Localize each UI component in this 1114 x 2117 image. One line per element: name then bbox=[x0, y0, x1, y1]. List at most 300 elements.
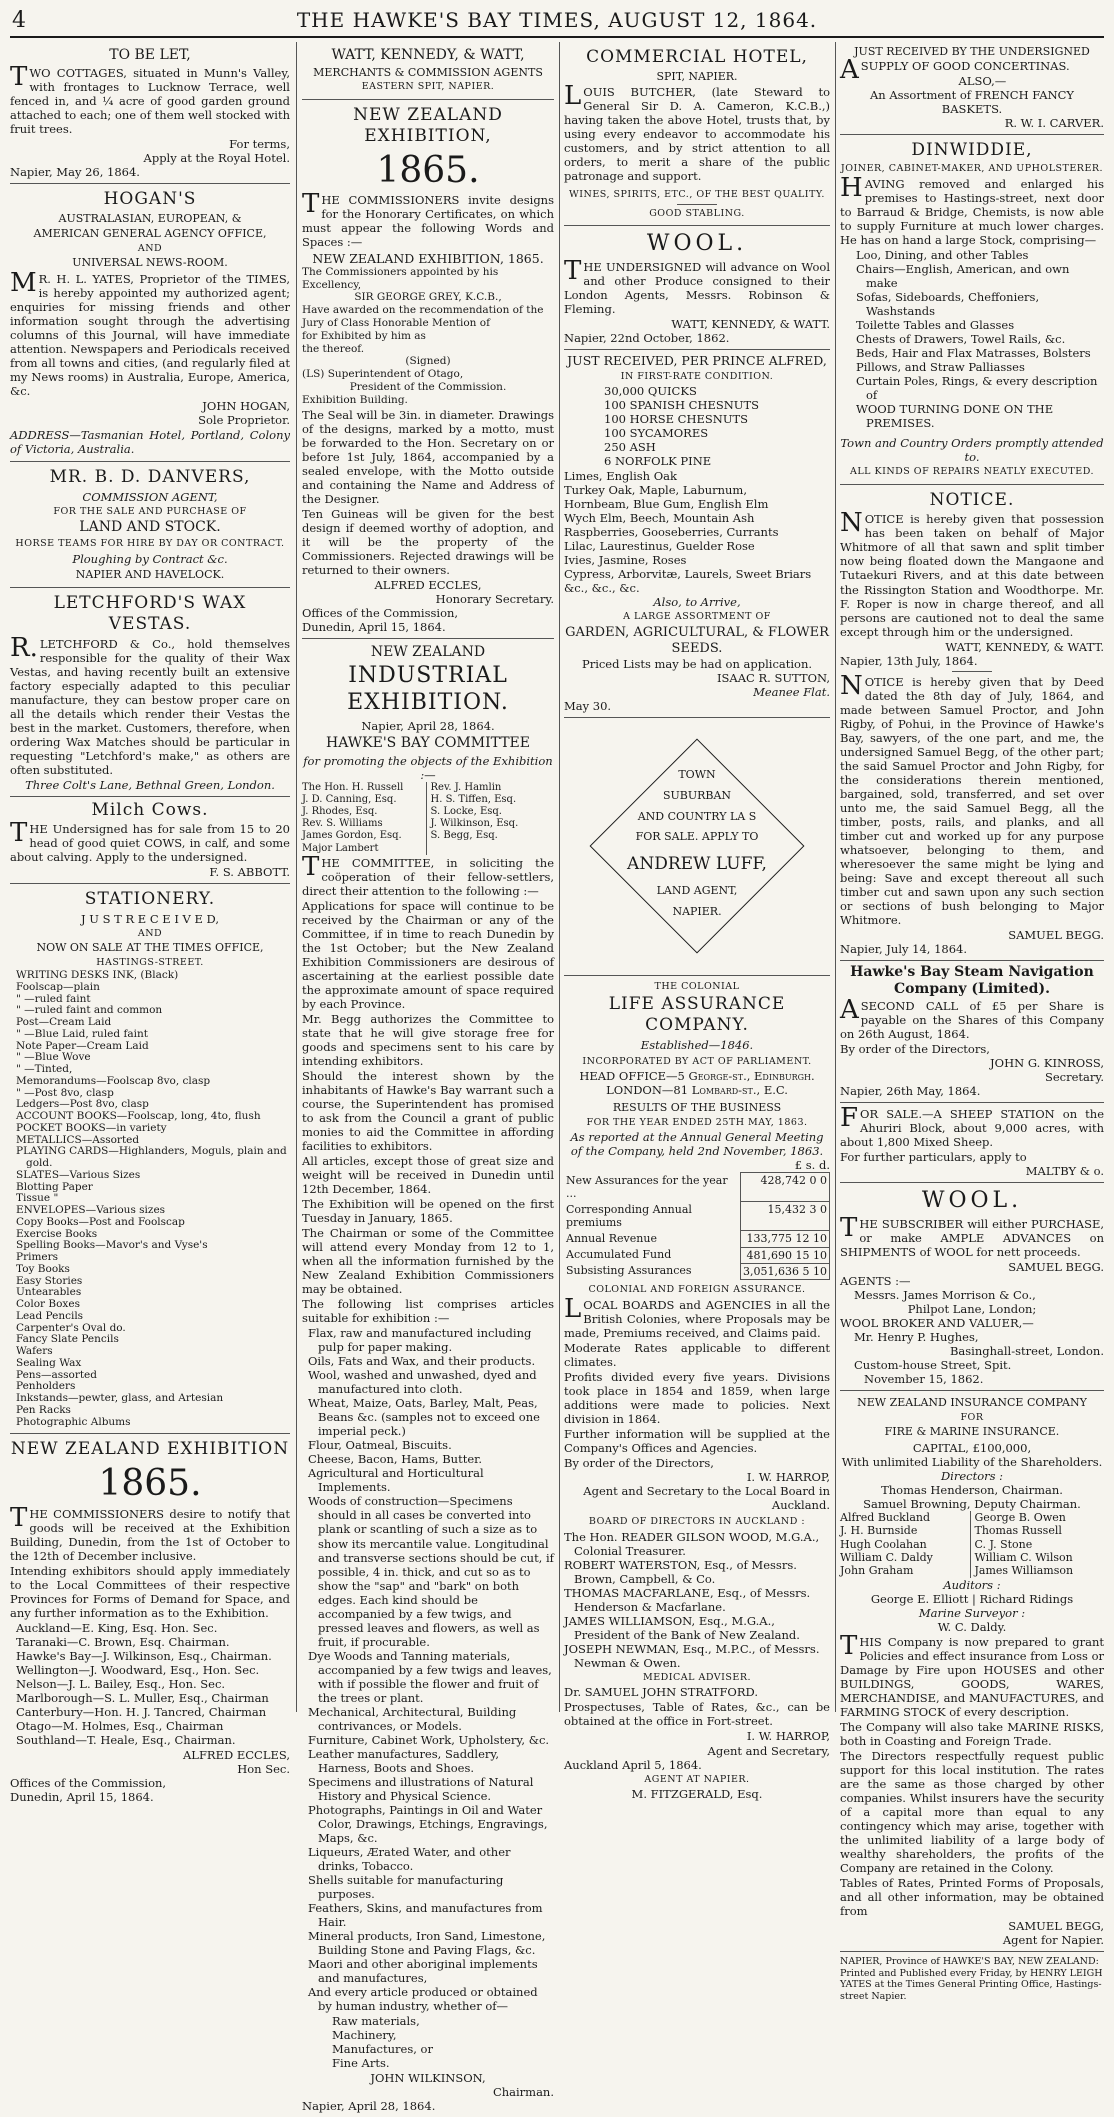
list-item: The Hon. READER GILSON WOOD, M.G.A., Colonial Treasurer. bbox=[564, 1529, 820, 1558]
column-rule bbox=[835, 42, 836, 1712]
ad-title: COMMERCIAL HOTEL, bbox=[586, 47, 808, 67]
ad-signature: JOHN G. KINROSS, bbox=[990, 1056, 1104, 1071]
ad-signature: ISAAC R. SUTTON, bbox=[717, 670, 830, 685]
ad-title: HOGAN'S bbox=[103, 189, 197, 210]
ad-year: 1865. bbox=[376, 149, 480, 191]
diamond-frame bbox=[564, 731, 830, 961]
ad-line: A LARGE ASSORTMENT OF bbox=[623, 611, 771, 623]
list-item: Photographs, Paintings in Oil and Water Color, Drawings, Etchings, Engravings, Maps, &c. bbox=[308, 1802, 548, 1845]
ad-subtitle: J U S T R E C E I V E D, bbox=[80, 911, 220, 926]
ad-body: The following list comprises articles suitable for exhibition :— bbox=[302, 1297, 554, 1326]
list-item: Flour, Oatmeal, Biscuits. bbox=[308, 1438, 452, 1453]
cert-line: (Signed) bbox=[405, 355, 451, 368]
list-item: Auckland—E. King, Esq. Hon. Sec. bbox=[16, 1621, 218, 1636]
row-amount: 15,432 3 0 bbox=[741, 1202, 830, 1231]
member: The Hon. H. Russell bbox=[302, 781, 404, 793]
ad-hogan bbox=[10, 184, 290, 462]
cert-line: President of the Commission. bbox=[349, 380, 507, 393]
member: S. Begg, Esq. bbox=[430, 830, 498, 842]
list-item: Untearables bbox=[16, 1286, 82, 1299]
ad-subtitle: NEW ZEALAND EXHIBITION, 1865. bbox=[312, 250, 544, 266]
ad-line: Offices of the Commission, bbox=[302, 605, 459, 620]
ad-pretitle: THE COLONIAL bbox=[654, 980, 740, 992]
list-item: " —ruled faint bbox=[16, 992, 91, 1005]
list-item: Feathers, Skins, and manufactures from Hair. bbox=[308, 1900, 543, 1929]
ad-body: Ten Guineas will be given for the best design if deemed worthy of adoption, and it will be the property of the Commissioners. Rejected drawings will be returned to their owners. bbox=[302, 506, 554, 577]
cert-line: Have awarded on the recommendation of the Jury of Class Honorable Mention of bbox=[302, 304, 544, 329]
ad-note: ALL KINDS OF REPAIRS NEATLY EXECUTED. bbox=[850, 466, 1094, 478]
list-item: 100 SYCAMORES bbox=[604, 426, 709, 441]
ad-line: By order of the Directors, bbox=[840, 1042, 990, 1057]
ad-line: HEAD OFFICE—5 George-st., Edinburgh. bbox=[579, 1069, 815, 1084]
ad-date: November 15, 1862. bbox=[864, 1372, 984, 1387]
ad-date: Napier, May 26, 1864. bbox=[10, 165, 140, 180]
list-item: Pens—assorted bbox=[16, 1368, 97, 1381]
ad-commercial-hotel bbox=[564, 42, 830, 226]
list-item: Mechanical, Architectural, Building contrivances, or Models. bbox=[308, 1704, 517, 1733]
luff-line: NAPIER. bbox=[672, 904, 722, 918]
director: John Graham bbox=[840, 1564, 914, 1578]
directors-list bbox=[564, 1530, 830, 1670]
ad-dinwiddie bbox=[840, 135, 1104, 484]
committee-members bbox=[302, 782, 554, 855]
ad-stationery bbox=[10, 884, 290, 1435]
ad-nz-insurance bbox=[840, 1391, 1104, 1952]
ad-subtitle: Established—1846. bbox=[640, 1037, 754, 1052]
ad-body: The Seal will be 3in. in diameter. Drawings of the designs, marked by a motto, must be forwarded to the Hon. Secretary on or before 1st July, 1864, accompanied by a sealed envelope, with the Motto outside and containing the Name and Address of the Designer. bbox=[302, 407, 554, 506]
list-item: Foolscap—plain bbox=[16, 980, 100, 993]
ad-nz-exhibition bbox=[10, 1434, 290, 1808]
ad-title: Milch Cows. bbox=[91, 799, 209, 820]
ad-carver bbox=[840, 42, 1104, 135]
ad-body: THE Undersigned has for sale from 15 to 20 head of good quiet COWS, in calf, and some about calving. Apply to the undersigned. bbox=[10, 817, 290, 864]
list-item: Lead Pencils bbox=[16, 1309, 84, 1322]
ad-subtitle: RESULTS OF THE BUSINESS bbox=[612, 1101, 782, 1115]
ad-date: May 30. bbox=[564, 698, 612, 713]
certificate-text bbox=[302, 266, 554, 407]
list-item: PLAYING CARDS—Highlanders, Moguls, plain and gold. bbox=[16, 1145, 287, 1170]
list-item: METALLICS—Assorted bbox=[16, 1133, 140, 1146]
list-item: " —ruled faint and common bbox=[16, 1004, 163, 1017]
ad-prince-alfred bbox=[564, 350, 830, 717]
ad-role: Sole Proprietor. bbox=[198, 412, 290, 427]
ad-letchford bbox=[10, 588, 290, 797]
ad-line: Marine Surveyor : bbox=[918, 1605, 1026, 1620]
ad-address: ADDRESS—Tasmanian Hotel, Portland, Colony of Victoria, Australia. bbox=[10, 427, 290, 456]
column-2 bbox=[302, 42, 554, 2114]
list-item: WOOD TURNING DONE ON THE PREMISES. bbox=[856, 402, 1054, 431]
ad-line: Auditors : bbox=[943, 1577, 1001, 1592]
ad-role: Agent and Secretary to the Local Board in Auckland. bbox=[583, 1484, 830, 1513]
cert-line: Exhibition Building. bbox=[302, 393, 408, 406]
ad-date: Dunedin, April 15, 1864. bbox=[10, 1790, 154, 1805]
directors-left bbox=[840, 1511, 970, 1578]
list-item: JAMES WILLIAMSON, Esq., M.G.A., President of the Bank of New Zealand. bbox=[564, 1613, 800, 1642]
ad-line: LONDON—81 Lombard-st., E.C. bbox=[606, 1083, 788, 1098]
ad-signature: ALFRED ECCLES, bbox=[183, 1748, 290, 1763]
ad-exhibition-designs bbox=[302, 100, 554, 639]
director: William C. Wilson bbox=[974, 1550, 1073, 1564]
ad-body: Intending exhibitors should apply immediately to the Local Committees of their respective Provinces for Forms of Demand for Space, and any further information as to the Exhibition. bbox=[10, 1564, 290, 1621]
list-item: Memorandums—Foolscap 8vo, clasp bbox=[16, 1074, 211, 1087]
list-item: Copy Books—Post and Foolscap bbox=[16, 1215, 185, 1228]
ad-body: All articles, except those of great size and weight will be received in Dunedin until 12th December, 1864. bbox=[302, 1154, 554, 1197]
ad-life-assurance bbox=[564, 976, 830, 1805]
row-amount: 133,775 12 10 bbox=[741, 1231, 830, 1247]
cert-line: The Commissioners appointed by his Excellency, bbox=[302, 265, 499, 291]
ad-line: GARDEN, AGRICULTURAL, & FLOWER SEEDS. bbox=[565, 624, 829, 656]
stationery-list bbox=[16, 970, 290, 1428]
ad-line: As reported at the Annual General Meeting of the Company, held 2nd November, 1863. bbox=[570, 1130, 824, 1159]
list-item: Flax, raw and manufactured including pulp for paper making. bbox=[308, 1326, 532, 1355]
ad-role: Secretary. bbox=[1044, 1070, 1104, 1085]
ad-body: TWO COTTAGES, situated in Munn's Valley, with frontages to Lucknow Terrace, well fenced in, and ¼ acre of good garden ground attached to each; one of them well stocked with fruit trees. bbox=[10, 62, 290, 137]
ad-title: JUST RECEIVED, PER PRINCE ALFRED, bbox=[567, 353, 827, 369]
list-item: ROBERT WATERSTON, Esq., of Messrs. Brown, Campbell, & Co. bbox=[564, 1557, 797, 1586]
ad-subtitle: LAND AND STOCK. bbox=[79, 519, 221, 536]
ad-notice bbox=[840, 485, 1104, 961]
ad-line: For further particulars, apply to bbox=[840, 1150, 1027, 1165]
ad-subtitle: UNIVERSAL NEWS-ROOM. bbox=[72, 256, 228, 270]
list-item: Fine Arts. bbox=[332, 2056, 390, 2071]
ad-body: Applications for space will continue to be received by the Chairman or any of the Committee, if in time to reach Dunedin by the 1st October; but the New Zealand Exhibition Commissioners are desirous of ascertaining at the earliest possible date the approximate amount of space required by each Province. bbox=[302, 898, 554, 1011]
ad-signature: F. S. ABBOTT. bbox=[209, 864, 290, 879]
ad-subtitle: AND bbox=[137, 242, 163, 254]
directors-right bbox=[970, 1511, 1105, 1578]
ad-danvers bbox=[10, 462, 290, 588]
ad-body: LOUIS BUTCHER, (late Steward to General Sir D. A. Cameron, K.C.B.,) having taken the above Hotel, trusts that, by using every endeavor to accommodate his customers, and by strict attention to all orders, to merit a share of the public patronage and support. bbox=[564, 81, 830, 184]
ad-industrial-exhibition bbox=[302, 639, 554, 2117]
ad-signature: WATT, KENNEDY, & WATT. bbox=[671, 317, 830, 332]
luff-name: ANDREW LUFF, bbox=[627, 854, 767, 875]
list-item: Exercise Books bbox=[16, 1227, 98, 1240]
list-item: ENVELOPES—Various sizes bbox=[16, 1204, 166, 1217]
ad-subtitle: JOINER, CABINET-MAKER, AND UPHOLSTERER. bbox=[840, 163, 1104, 175]
list-item: Ledgers—Post 8vo, clasp bbox=[16, 1098, 149, 1111]
list-item: " —Post 8vo, clasp bbox=[16, 1086, 114, 1099]
member: H. S. Tiffen, Esq. bbox=[430, 793, 517, 805]
list-item: Wheat, Maize, Oats, Barley, Malt, Peas, Beans &c. (samples not to exceed one imperial peck.) bbox=[308, 1396, 540, 1439]
ad-title: DINWIDDIE, bbox=[911, 140, 1033, 161]
ad-line: Thomas Henderson, Chairman. bbox=[881, 1482, 1063, 1497]
ad-date: Napier, 13th July, 1864. bbox=[840, 653, 978, 668]
ad-body: ASUPPLY OF GOOD CONCERTINAS. bbox=[840, 55, 1070, 86]
list-item: Leather manufactures, Saddlery, Harness, Boots and Shoes. bbox=[308, 1746, 500, 1775]
director: George B. Owen bbox=[974, 1510, 1066, 1524]
list-item: Toilette Tables and Glasses bbox=[856, 317, 1015, 332]
column-1 bbox=[10, 42, 290, 1805]
director: Thomas Russell bbox=[974, 1524, 1062, 1538]
ad-body: THIS Company is now prepared to grant Policies and effect insurance from Loss or Damage by Fire upon HOUSES and other BUILDINGS, GOODS, WARES, MERCHANDISE, and MANUFACTURES, and FARMING STOCK of every description. bbox=[840, 1630, 1104, 1719]
ad-year: 1865. bbox=[98, 1463, 202, 1505]
list-item: ACCOUNT BOOKS—Foolscap, long, 4to, flush bbox=[16, 1110, 261, 1123]
ad-body: HAVING removed and enlarged his premises to Hastings-street, next door to Barraud & Bridge, Chemists, is now able to supply Furniture at much lower charges. He has on hand a large Stock, comprising— bbox=[840, 172, 1104, 247]
list-item: Pen Racks bbox=[16, 1403, 71, 1416]
member: J. Wilkinson, Esq. bbox=[430, 818, 519, 830]
member: Rev. J. Hamlin bbox=[430, 781, 502, 793]
ad-subtitle: IN FIRST-RATE CONDITION. bbox=[620, 370, 774, 382]
ad-title: MR. B. D. DANVERS, bbox=[49, 466, 251, 487]
list-item: Manufactures, or bbox=[332, 2042, 433, 2057]
list-item: 100 HORSE CHESNUTS bbox=[604, 412, 749, 427]
list-item: Cheese, Bacon, Hams, Butter. bbox=[308, 1452, 483, 1467]
ad-body: The Directors respectfully request public support for this local institution. The rates are the same as those charged by other companies. Whilst insurers have the security of a capital more than equal to any contingency which may arise, together with the unlimited liability of a large body of wealthy shareholders, the profits of the Company are retained in the Colony. bbox=[840, 1748, 1104, 1876]
list-item: 6 NORFOLK PINE bbox=[604, 454, 712, 469]
list-item: WRITING DESKS INK, (Black) bbox=[16, 969, 179, 982]
ad-signature: SAMUEL BEGG. bbox=[1008, 1260, 1104, 1275]
ad-title: NEW ZEALAND bbox=[370, 643, 486, 660]
ad-address: Three Colt's Lane, Bethnal Green, London. bbox=[25, 777, 275, 792]
director: Hugh Coolahan bbox=[840, 1537, 927, 1551]
ad-subtitle: BOARD OF DIRECTORS IN AUCKLAND : bbox=[588, 1516, 806, 1528]
ad-signature: WATT, KENNEDY, & WATT. bbox=[945, 639, 1104, 654]
ad-title: STATIONERY. bbox=[84, 888, 216, 909]
director: C. J. Stone bbox=[974, 1537, 1033, 1551]
list-item: Agricultural and Horticultural Implements. bbox=[308, 1466, 484, 1495]
ad-role: Agent and Secretary, bbox=[707, 1743, 830, 1758]
ad-line: CAPITAL, £100,000, bbox=[912, 1440, 1032, 1455]
masthead-title: THE HAWKE'S BAY TIMES, AUGUST 12, 1864. bbox=[296, 8, 818, 32]
row-label: Corresponding Annual premiums bbox=[566, 1202, 692, 1230]
ad-body: Further information will be supplied at the Company's Offices and Agencies. bbox=[564, 1427, 830, 1456]
ad-role: Agent for Napier. bbox=[1002, 1933, 1104, 1948]
ad-subtitle: HASTINGS-STREET. bbox=[96, 956, 204, 968]
table-row bbox=[564, 1173, 830, 1202]
list-item: Fancy Slate Pencils bbox=[16, 1333, 119, 1346]
ad-body: NOTICE is hereby given that by Deed dated the 8th day of July, 1864, and made between Samuel Proctor, and John Rigby, of Pohui, in the Province of Hawke's Bay, sawyers, of the one part, and me, the undersigned Samuel Begg, of the other part; the said Samuel Proctor and John Rigby, for the considerations therein mentioned, bargained, sold, transferred, and set over unto me, the said Samuel Begg, all the timber, posts, rails, and planks, and all timber cut and worked up for any purpose whatsoever, belonging to them, and wheresoever the same might be lying and being: Save and except thereout all such timber cut and sawn upon any such section or sections of bush belonging to Major Whitmore. bbox=[840, 670, 1104, 927]
list-item: Machinery, bbox=[332, 2028, 397, 2043]
column-rule bbox=[559, 42, 560, 1712]
ad-line: Philpot Lane, London; bbox=[907, 1302, 1037, 1317]
ad-line: M. FITZGERALD, Esq. bbox=[631, 1787, 763, 1802]
director: J. H. Burnside bbox=[840, 1524, 918, 1538]
ad-title: Hawke's Bay Steam Navigation Company (Limited). bbox=[850, 963, 1094, 997]
ad-body: R.LETCHFORD & Co., hold themselves responsible for the quality of their Wax Vestas, and having recently built an extensive factory especially adapted to this peculiar manufacture, they can bestow proper care on all the details which render their Vestas the best in the market. Customers, therefore, when ordering Wax Matches should be particular in requesting "Letchford's make," as others are often substituted. bbox=[10, 632, 290, 777]
diamond-text bbox=[564, 765, 830, 923]
ad-title: WOOL. bbox=[646, 231, 748, 257]
ad-note: WINES, SPIRITS, ETC., OF THE BEST QUALITY. bbox=[569, 189, 825, 201]
luff-line: FOR SALE. APPLY TO bbox=[635, 830, 759, 844]
ad-line: WOOL BROKER AND VALUER,— bbox=[840, 1316, 1034, 1331]
director: James Williamson bbox=[974, 1564, 1074, 1578]
ad-body: THE COMMISSIONERS invite designs for the Honorary Certificates, on which must appear the following Words and Spaces :— bbox=[302, 189, 554, 250]
list-item: And every article produced or obtained by human industry, whether of— bbox=[308, 1985, 538, 2014]
list-item: Woods of construction—Specimens should in all cases be converted into plank or scantling of such a size as to show its mercantile value. Longitudinal and transverse sections should be cut, if possible, 4 in. thick, and cut so as to show the "sap" and "bark" on both edges. Each kind should be accompanied by a few twigs, and pressed leaves and flowers, as well as fruit, if procurable. bbox=[308, 1494, 554, 1649]
ad-subtitle: MERCHANTS & COMMISSION AGENTS bbox=[313, 66, 543, 80]
ad-date: Napier, July 14, 1864. bbox=[840, 941, 968, 956]
ad-title: NEW ZEALAND EXHIBITION bbox=[10, 1439, 290, 1460]
imprint-footer: NAPIER, Province of HAWKE'S BAY, NEW ZEALAND: Printed and Published every Friday, by HENRY LEIGH YATES at the Times General Printing Office, Hastings-street Napier. bbox=[840, 1956, 1103, 2002]
ad-subtitle: AUSTRALASIAN, EUROPEAN, & bbox=[58, 211, 242, 225]
row-label: Annual Revenue bbox=[566, 1231, 657, 1245]
directors-columns bbox=[840, 1511, 1104, 1578]
ad-signature: JOHN WILKINSON, bbox=[370, 2071, 486, 2086]
ad-title: INDUSTRIAL EXHIBITION. bbox=[347, 662, 509, 715]
ad-subtitle: FIRE & MARINE INSURANCE. bbox=[884, 1425, 1060, 1439]
ad-line: Samuel Browning, Deputy Chairman. bbox=[863, 1496, 1081, 1511]
ad-subtitle: MEDICAL ADVISER. bbox=[642, 1671, 752, 1683]
list-item: SLATES—Various Sizes bbox=[16, 1168, 141, 1181]
ad-subtitle: Napier, April 28, 1864. bbox=[361, 718, 495, 733]
list-item: Blotting Paper bbox=[16, 1180, 93, 1193]
members-right bbox=[426, 782, 555, 855]
masthead bbox=[10, 6, 1104, 38]
row-amount: 481,690 15 10 bbox=[741, 1247, 830, 1263]
list-item: Tissue " bbox=[16, 1192, 59, 1205]
ad-wool-begg bbox=[840, 1183, 1104, 1391]
ad-title: NEW ZEALAND INSURANCE COMPANY bbox=[857, 1396, 1087, 1410]
ad-subtitle: COLONIAL AND FOREIGN ASSURANCE. bbox=[588, 1284, 806, 1296]
list-item: Curtain Poles, Rings, & every description of bbox=[856, 374, 1098, 403]
ad-body: The Chairman or some of the Committee will attend every Monday from 12 to 1, when all the information furnished by the New Zealand Exhibition Commissioners may be obtained. bbox=[302, 1226, 554, 1297]
luff-line: TOWN bbox=[678, 767, 716, 781]
ad-line: For terms, bbox=[229, 137, 290, 152]
ad-body: Tables of Rates, Printed Forms of Proposals, and all other information, may be obtained from bbox=[840, 1876, 1104, 1919]
cert-line: the thereof. bbox=[302, 342, 365, 355]
ad-body: THE COMMITTEE, in soliciting the coöperation of their fellow-settlers, direct their attention to the following :— bbox=[302, 851, 554, 898]
ad-subtitle: FOR bbox=[960, 1411, 984, 1423]
ad-title: WATT, KENNEDY, & WATT, bbox=[331, 47, 525, 63]
ad-signature: MALTBY & o. bbox=[1025, 1164, 1104, 1179]
list-item: " —Blue Laid, ruled faint bbox=[16, 1027, 148, 1040]
ad-subtitle: COMMISSION AGENT, bbox=[82, 489, 218, 504]
ad-line: An Assortment of FRENCH FANCY BASKETS. bbox=[869, 88, 1075, 117]
list-item: Wellington—J. Woodward, Esq., Hon. Sec. bbox=[16, 1663, 260, 1678]
table-row bbox=[564, 1263, 830, 1279]
list-item: JOSEPH NEWMAN, Esq., M.P.C., of Messrs. Newman & Owen. bbox=[564, 1641, 820, 1670]
ad-line: Also, to Arrive, bbox=[653, 595, 741, 610]
list-item: Post—Cream Laid bbox=[16, 1016, 112, 1029]
ad-line: W. C. Daldy. bbox=[937, 1619, 1007, 1634]
ad-signature: SAMUEL BEGG. bbox=[1008, 927, 1104, 942]
ad-watt-kennedy bbox=[302, 42, 554, 100]
ad-body: FOR SALE.—A SHEEP STATION on the Ahuriri Block, about 9,000 acres, with about 1,800 Mixed Sheep. bbox=[840, 1103, 1104, 1150]
ad-subtitle: SPIT, NAPIER. bbox=[656, 69, 738, 83]
ad-body: LOCAL BOARDS and AGENCIES in all the British Colonies, where Proposals may be made, Premiums received, and Claims paid. bbox=[564, 1293, 830, 1340]
list-item: Southland—T. Heale, Esq., Chairman. bbox=[16, 1733, 236, 1748]
column-rule bbox=[296, 42, 297, 1712]
list-item: Nelson—J. L. Bailey, Esq., Hon. Sec. bbox=[16, 1677, 226, 1692]
ad-date: Dunedin, April 15, 1864. bbox=[302, 619, 446, 634]
list-item: Spelling Books—Mavor's and Vyse's bbox=[16, 1239, 208, 1252]
list-item: 100 SPANISH CHESNUTS bbox=[604, 398, 760, 413]
ad-date: Napier, 26th May, 1864. bbox=[840, 1084, 981, 1099]
ad-line: Offices of the Commission, bbox=[10, 1776, 167, 1791]
ad-date: Napier, April 28, 1864. bbox=[302, 2099, 436, 2114]
ad-line: Messrs. James Morrison & Co., bbox=[854, 1288, 1036, 1303]
ad-line: Directors : bbox=[940, 1468, 1004, 1483]
ad-body: ASECOND CALL of £5 per Share is payable on the Shares of this Company on 26th August, 1864. bbox=[840, 995, 1104, 1042]
member: Major Lambert bbox=[302, 842, 379, 854]
ad-subtitle: NAPIER AND HAVELOCK. bbox=[75, 567, 225, 581]
column-3 bbox=[564, 42, 830, 1802]
list-item: Raw materials, bbox=[332, 2014, 420, 2029]
divider bbox=[677, 204, 717, 205]
cert-line: SIR GEORGE GREY, K.C.B., bbox=[354, 291, 502, 304]
page-number: 4 bbox=[12, 8, 26, 33]
list-item: Marlborough—S. L. Muller, Esq., Chairman bbox=[16, 1691, 269, 1706]
list-item: Carpenter's Oval do. bbox=[16, 1321, 126, 1334]
cert-line: (LS) Superintendent of Otago, bbox=[302, 368, 464, 381]
list-item: Sealing Wax bbox=[16, 1356, 82, 1369]
director: Alfred Buckland bbox=[840, 1510, 931, 1524]
ad-body: Profits divided every five years. Divisions took place in 1854 and 1859, when large additions were made to policies. Next division in 1864. bbox=[564, 1369, 830, 1427]
member: J. D. Canning, Esq. bbox=[302, 793, 397, 805]
list-item: Primers bbox=[16, 1251, 59, 1264]
list-item: Note Paper—Cream Laid bbox=[16, 1039, 149, 1052]
list-item: Otago—M. Holmes, Esq., Chairman bbox=[16, 1719, 224, 1734]
member: James Gordon, Esq. bbox=[302, 830, 402, 842]
currency-header: £ s. d. bbox=[794, 1158, 830, 1173]
ad-signature: I. W. HARROP, bbox=[746, 1470, 830, 1485]
ad-title: WOOL. bbox=[921, 1188, 1023, 1214]
list-item: Inkstands—pewter, glass, and Artesian bbox=[16, 1392, 224, 1405]
ad-subtitle: for promoting the objects of the Exhibition :— bbox=[303, 753, 553, 782]
trees-list bbox=[604, 384, 830, 468]
ad-title: NOTICE. bbox=[929, 489, 1015, 510]
ad-line: ALSO,— bbox=[958, 74, 1007, 89]
row-amount: 428,742 0 0 bbox=[741, 1173, 830, 1202]
row-label: Subsisting Assurances bbox=[566, 1264, 692, 1278]
list-item: Liqueurs, Ærated Water, and other drinks, Tobacco. bbox=[308, 1844, 511, 1873]
ad-date: Auckland April 5, 1864. bbox=[564, 1757, 702, 1772]
ad-subtitle: HORSE TEAMS FOR HIRE BY DAY OR CONTRACT. bbox=[15, 538, 285, 550]
ad-subtitle: NOW ON SALE AT THE TIMES OFFICE, bbox=[36, 941, 264, 955]
article-list bbox=[308, 1326, 554, 2013]
ad-body: NOTICE is hereby given that possession has been taken on behalf of Major Whitmore of all that sawn and split timber now being floated down the Mangaone and Tutaekuri Rivers, and at this date between the Rissington Station and Woodthorpe. Mr. F. Roper is now in charge thereof, and all persons are cautioned not to deal the same except through him or the undersigned. bbox=[840, 508, 1104, 639]
list-item: Mineral products, Iron Sand, Limestone, Building Stone and Paving Flags, &c. bbox=[308, 1928, 546, 1957]
row-label: New Assurances for the year ... bbox=[566, 1173, 728, 1201]
member: Rev. S. Williams bbox=[302, 818, 383, 830]
list-item: Specimens and illustrations of Natural History and Physical Science. bbox=[308, 1774, 534, 1803]
article-sublist bbox=[332, 2014, 554, 2070]
divider bbox=[952, 671, 992, 672]
list-item: Furniture, Cabinet Work, Upholstery, &c. bbox=[308, 1732, 550, 1747]
list-item: Sofas, Sideboards, Cheffoniers, Washstands bbox=[856, 289, 1040, 318]
ad-milch-cows bbox=[10, 797, 290, 884]
row-label: Accumulated Fund bbox=[566, 1248, 672, 1261]
ad-line: Basinghall-street, London. bbox=[949, 1344, 1104, 1359]
ad-body: THE UNDERSIGNED will advance on Wool and other Produce consigned to their London Agents, Messrs. Robinson & Fleming. bbox=[564, 256, 830, 317]
table-row bbox=[564, 1247, 830, 1263]
ad-title: LETCHFORD'S WAX VESTAS. bbox=[53, 593, 247, 635]
list-item: Easy Stories bbox=[16, 1274, 83, 1287]
list-item: Pillows, and Straw Palliasses bbox=[856, 360, 1025, 374]
ad-line: George E. Elliott | Richard Ridings bbox=[870, 1591, 1074, 1606]
furniture-list bbox=[856, 248, 1104, 430]
members-left bbox=[302, 782, 426, 855]
ad-line: By order of the Directors, bbox=[564, 1456, 714, 1471]
luff-line: AND COUNTRY LA S bbox=[637, 809, 757, 823]
ad-subtitle: AMERICAN GENERAL AGENCY OFFICE, bbox=[33, 227, 267, 241]
list-item: Maori and other aboriginal implements and manufactures, bbox=[308, 1956, 538, 1985]
ad-line: Mr. Henry P. Hughes, bbox=[854, 1330, 979, 1345]
list-item: THOMAS MACFARLANE, Esq., of Messrs. Henderson & Macfarlane. bbox=[564, 1585, 811, 1614]
ad-body: Prospectuses, Table of Rates, &c., can be obtained at the office in Fort-street. bbox=[564, 1700, 830, 1729]
list-item: Canterbury—Hon. H. J. Tancred, Chairman bbox=[16, 1705, 267, 1720]
ad-steam-navigation bbox=[840, 961, 1104, 1103]
ad-place: Meanee Flat. bbox=[753, 684, 830, 699]
ad-body: Mr. Begg authorizes the Committee to state that he will give storage free for goods and specimens sent to his care by intending exhibitors. bbox=[302, 1011, 554, 1068]
list-item: Toy Books bbox=[16, 1262, 70, 1275]
committee-list bbox=[16, 1621, 290, 1747]
list-item: Oils, Fats and Wax, and their products. bbox=[308, 1354, 536, 1369]
ad-signature: JOHN HOGAN, bbox=[202, 398, 290, 413]
ad-body: The Exhibition will be opened on the first Tuesday in January, 1865. bbox=[302, 1197, 554, 1226]
list-item: 250 ASH bbox=[604, 440, 656, 455]
table-row bbox=[564, 1231, 830, 1247]
list-item: POCKET BOOKS—in variety bbox=[16, 1121, 167, 1134]
